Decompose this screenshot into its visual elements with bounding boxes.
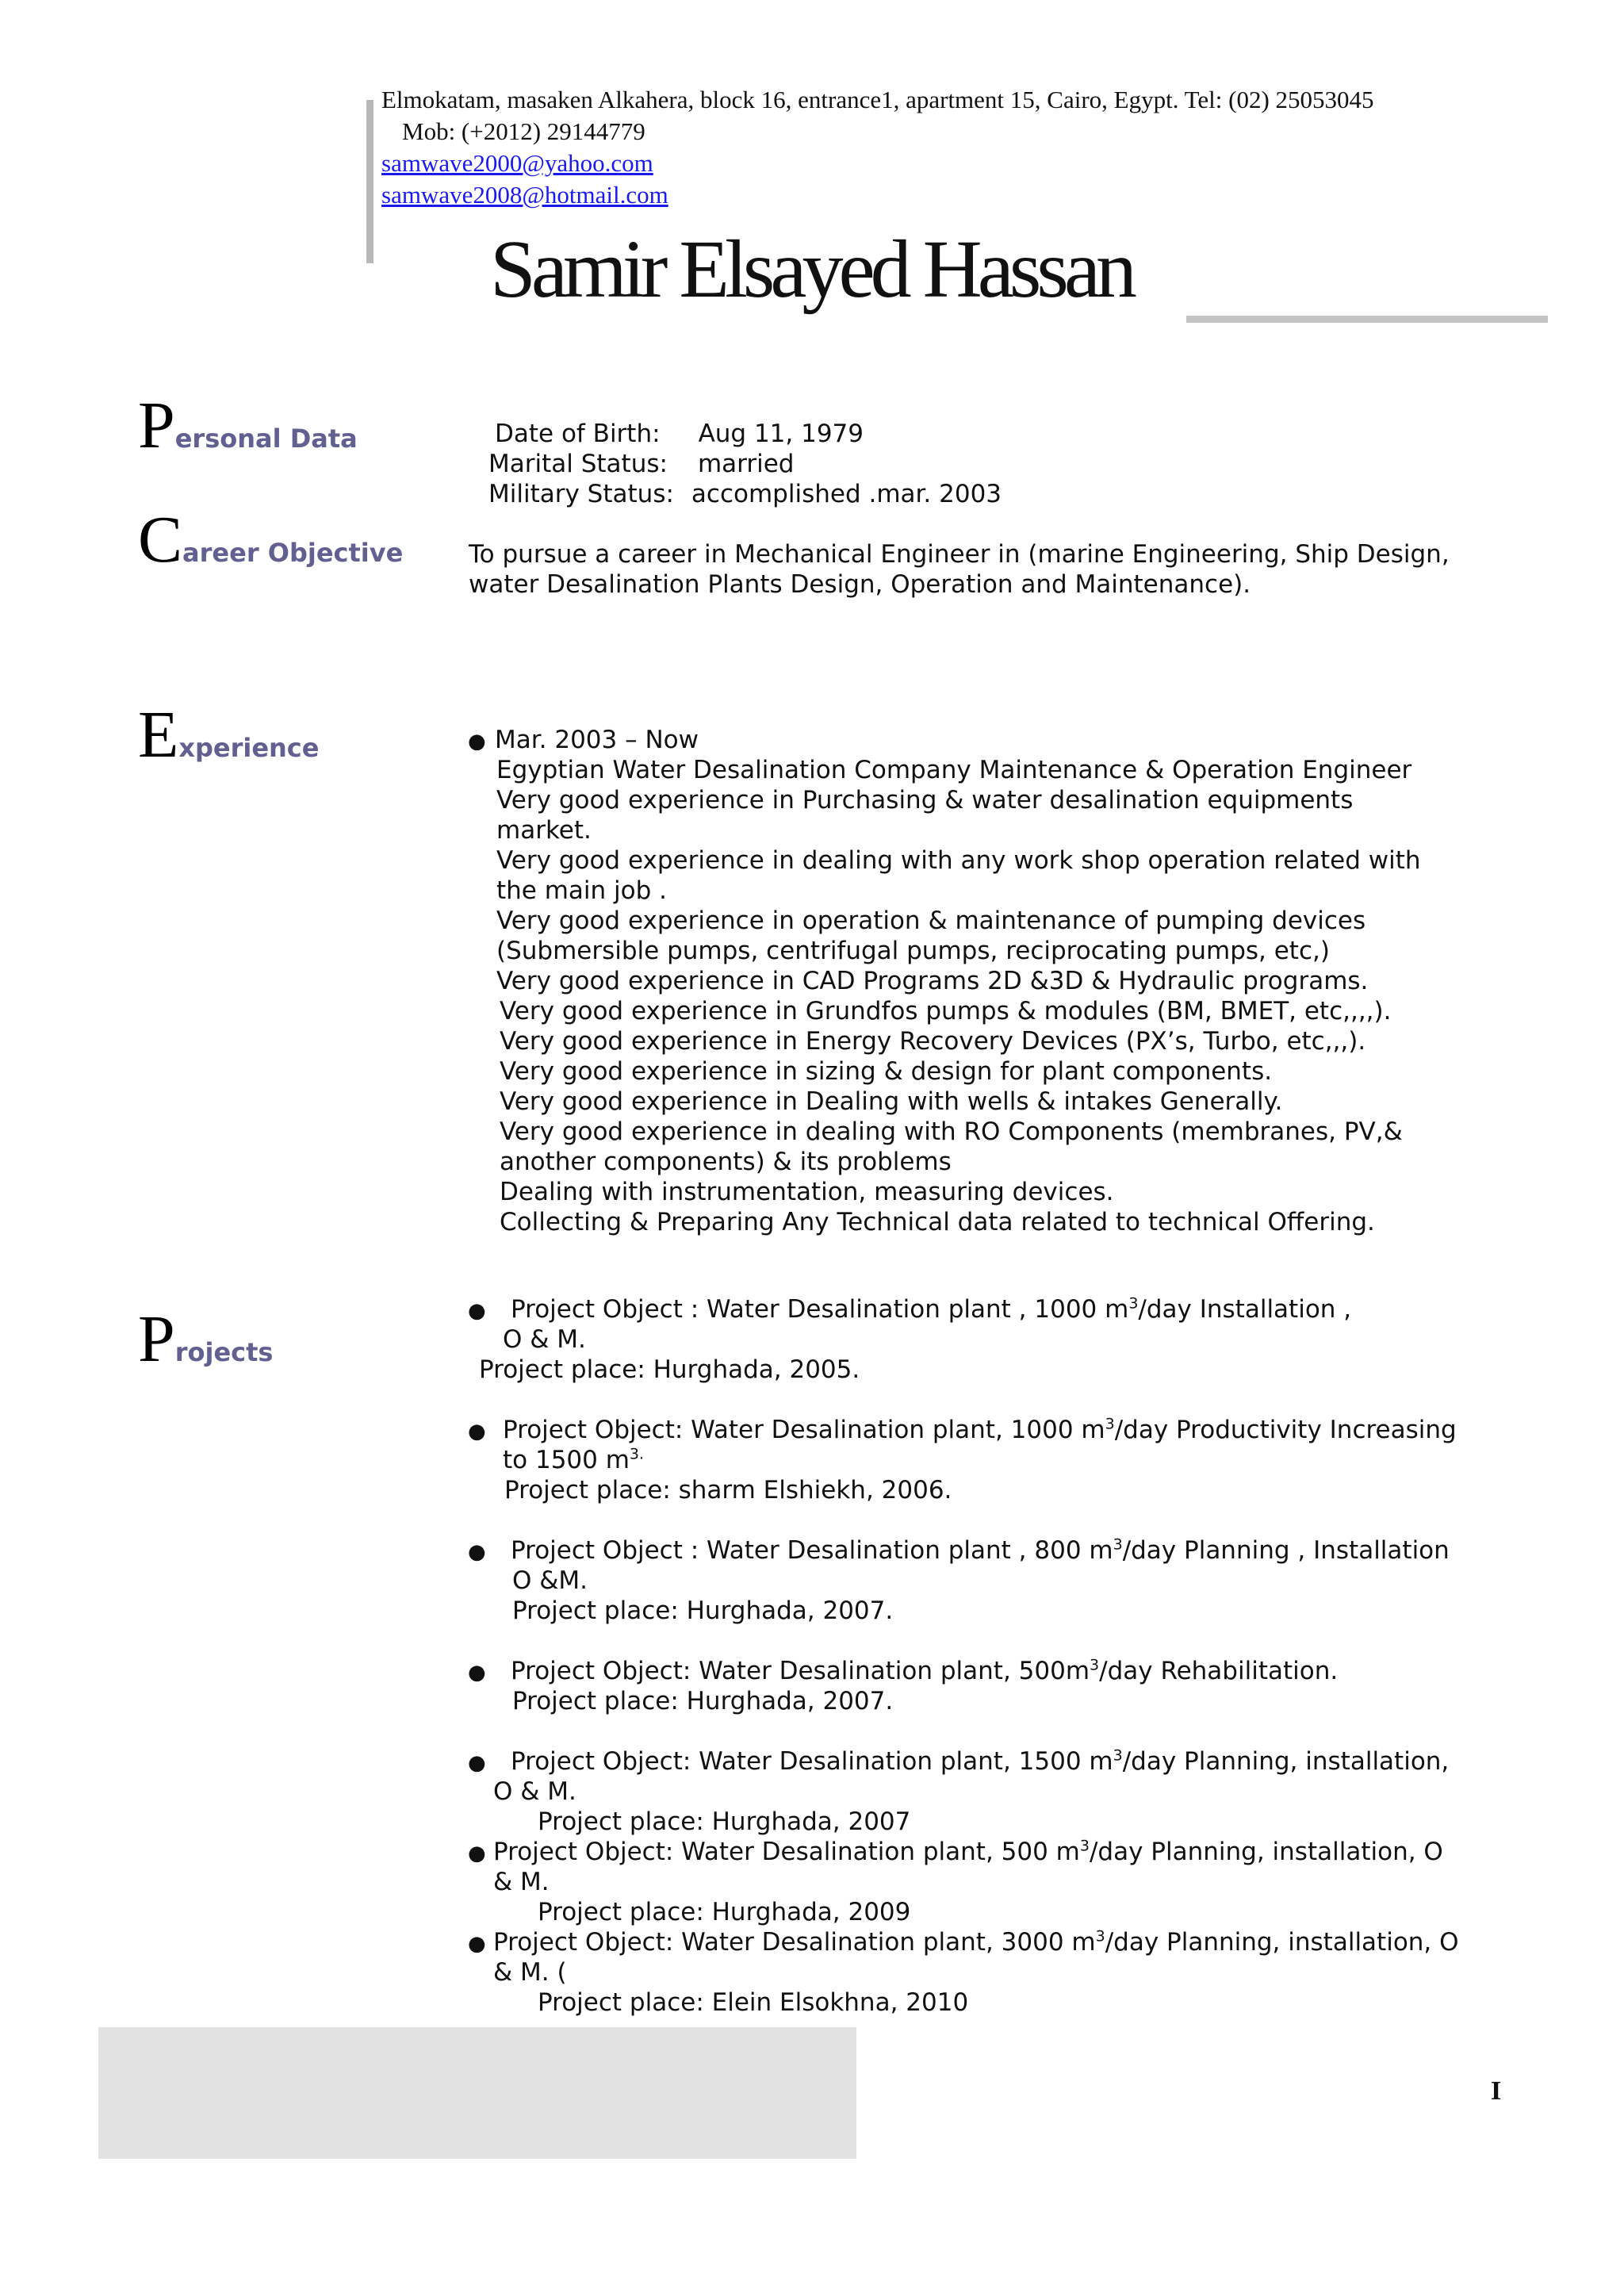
project-item: ● Project Object : Water Desalination plant , 800 $m^3$/day Planning , Installation O &M. Project place: Hurghada, 2007.	[468, 1535, 1450, 1625]
project-item: ● Project Object: Water Desalination plant, $500m^3$/day Rehabilitation. Project place: Hurghada, 2007.	[468, 1656, 1339, 1715]
footer-gray-box	[98, 2027, 856, 2159]
bullet-icon: ●	[468, 1420, 486, 1443]
heading-personal-data: Personal Data	[138, 389, 358, 462]
bullet-icon: ●	[468, 1842, 486, 1865]
bullet-icon: ●	[468, 1661, 486, 1685]
bullet-icon: ●	[468, 1299, 486, 1323]
email-link-hotmail[interactable]: samwave2008@hotmail.com	[381, 181, 668, 209]
experience-list	[468, 725, 1421, 1237]
experience-item: ● Mar. 2003 – Now Egyptian Water Desalination Company Maintenance & Operation Engineer Very good experience in Purchasing & water desalination equipments market. Very good experience in dealing with any work shop operation related with the main job . Very good experience in operation & maintenance of pumping devices (Submersible pumps, centrifugal pumps, reciprocating pumps, etc,) Very good experience in CAD Programs 2D &3D & Hydraulic programs. Very good experience in Grundfos pumps & modules (BM, BMET, etc,,,,). Very good experience in Energy Recovery Devices (PX’s, Turbo, etc,,,). Very good experience in sizing & design for plant components. Very good experience in Dealing with wells & intakes Generally. Very good experience in dealing with RO Components (membranes, PV,& another components) & its problems Dealing with instrumentation, measuring devices. Collecting & Preparing Any Technical data related to technical Offering.	[468, 726, 1421, 1236]
marital-row: Marital Status: married	[488, 450, 795, 478]
project-item: ● Project Object: Water Desalination plant, 1000 $m^3$/day Productivity Increasing to 1500 $m^{3.}$ Project place: sharm Elshiekh, 2006.	[468, 1415, 1457, 1504]
military-row: Military Status: accomplished .mar. 2003	[488, 480, 1002, 508]
career-objective-text: To pursue a career in Mechanical Engineer in (marine Engineering, Ship Design, water Desalination Plants Design, Operation and Maintenance).	[469, 540, 1450, 599]
header-vertical-bar	[366, 100, 373, 263]
contact-block	[381, 84, 1374, 211]
project-item: ● Project Object : Water Desalination plant , 1000 $m^3$/day Installation , O & M. Project place: Hurghada, 2005.	[468, 1294, 1352, 1384]
dob-row: Date of Birth: Aug 11, 1979	[495, 420, 864, 448]
email-link-yahoo[interactable]: samwave2000@yahoo.com	[381, 149, 653, 177]
name-underline	[1186, 316, 1548, 323]
project-item: ● Project Object: Water Desalination plant, 500 $m^3$/day Planning, installation, O & M. Project place: Hurghada, 2009	[468, 1837, 1443, 1926]
bullet-icon: ●	[468, 730, 486, 753]
bullet-icon: ●	[468, 1751, 486, 1775]
bullet-icon: ●	[468, 1932, 486, 1956]
address-line: Elmokatam, masaken Alkahera, block 16, entrance1, apartment 15, Cairo, Egypt. Tel: (02) 25053045	[381, 86, 1374, 113]
heading-experience: Experience	[138, 698, 320, 772]
page-number: I	[1491, 2076, 1502, 2106]
mobile-line: Mob: (+2012) 29144779	[402, 117, 645, 145]
project-item: ● Project Object: Water Desalination plant, 3000 $m^3$/day Planning, installation, O & M. ( Project place: Elein Elsokhna, 2010	[468, 1927, 1459, 2017]
project-item: ● Project Object: Water Desalination plant, 1500 $m^3$/day Planning, installation, O & M. Project place: Hurghada, 2007	[468, 1746, 1450, 1836]
candidate-name: Samir Elsayed Hassan	[490, 224, 1133, 315]
heading-projects: Projects	[138, 1302, 274, 1376]
heading-career-objective: Career Objective	[138, 503, 404, 577]
bullet-icon: ●	[468, 1540, 486, 1564]
